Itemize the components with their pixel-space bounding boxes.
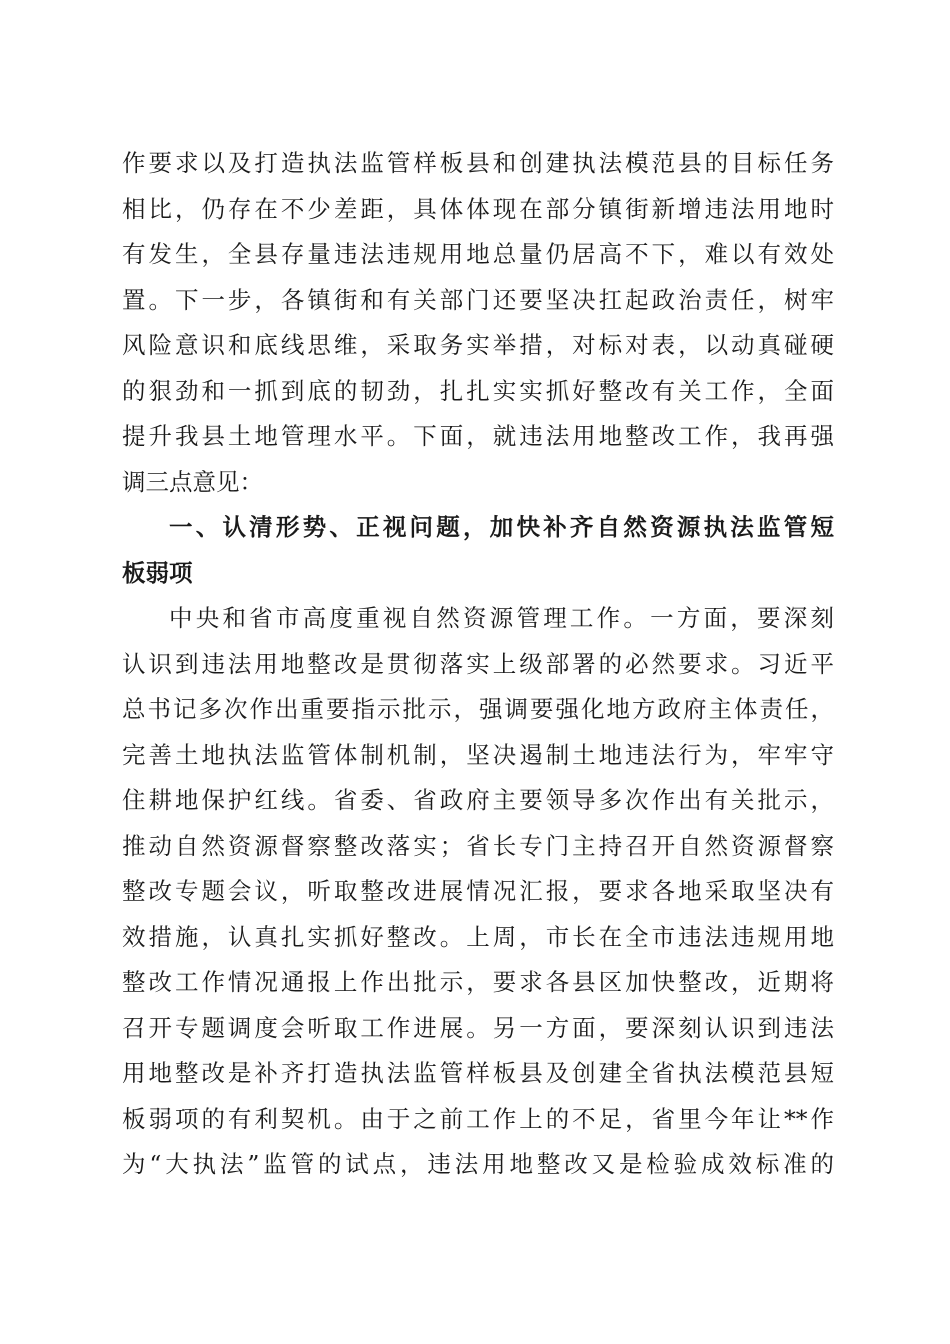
text-line: 完善土地执法监管体制机制，坚决遏制土地违法行为，牢牢守 [122, 740, 834, 769]
text-line: 作要求以及打造执法监管样板县和创建执法模范县的目标任务 [122, 149, 834, 177]
text-line: 用地整改是补齐打造执法监管样板县及创建全省执法模范县短 [122, 1059, 834, 1087]
text-line: 整改专题会议，听取整改进展情况汇报，要求各地采取坚决有 [122, 877, 834, 905]
text-line: 整改工作情况通报上作出批示，要求各县区加快整改，近期将 [122, 968, 834, 996]
text-line: 住耕地保护红线。省委、省政府主要领导多次作出有关批示， [122, 786, 834, 814]
text-line: 认识到违法用地整改是贯彻落实上级部署的必然要求。习近平 [122, 649, 834, 678]
text-line: 有发生，全县存量违法违规用地总量仍居高不下，难以有效处 [122, 240, 834, 268]
text-line: 效措施，认真扎实抓好整改。上周，市长在全市违法违规用地 [122, 922, 834, 951]
text-line: 中央和省市高度重视自然资源管理工作。一方面，要深刻 [169, 604, 834, 632]
heading-line: 一、认清形势、正视问题，加快补齐自然资源执法监管短 [169, 513, 834, 541]
paragraph-1 [122, 141, 834, 505]
paragraph-2 [122, 596, 834, 1188]
text-line: 推动自然资源督察整改落实；省长专门主持召开自然资源督察 [122, 831, 834, 860]
text-line: 风险意识和底线思维，采取务实举措，对标对表，以动真碰硬 [122, 331, 834, 359]
text-line: 总书记多次作出重要指示批示，强调要强化地方政府主体责任， [122, 695, 834, 723]
heading-line: 板弱项 [122, 558, 193, 587]
text-line: 为“大执法”监管的试点，违法用地整改又是检验成效标准的 [122, 1150, 834, 1178]
section-heading-1 [122, 505, 834, 596]
text-line: 召开专题调度会听取工作进展。另一方面，要深刻认识到违法 [122, 1013, 834, 1042]
text-line: 调三点意见： [122, 467, 263, 496]
text-line: 的狠劲和一抓到底的韧劲，扎扎实实抓好整改有关工作，全面 [122, 376, 834, 405]
text-line: 板弱项的有利契机。由于之前工作上的不足，省里今年让**作 [122, 1104, 834, 1133]
text-line: 置。下一步，各镇街和有关部门还要坚决扛起政治责任，树牢 [122, 285, 834, 314]
text-line: 相比，仍存在不少差距，具体体现在部分镇街新增违法用地时 [122, 194, 834, 223]
document-body [122, 141, 834, 1188]
text-line: 提升我县土地管理水平。下面，就违法用地整改工作，我再强 [122, 422, 834, 450]
